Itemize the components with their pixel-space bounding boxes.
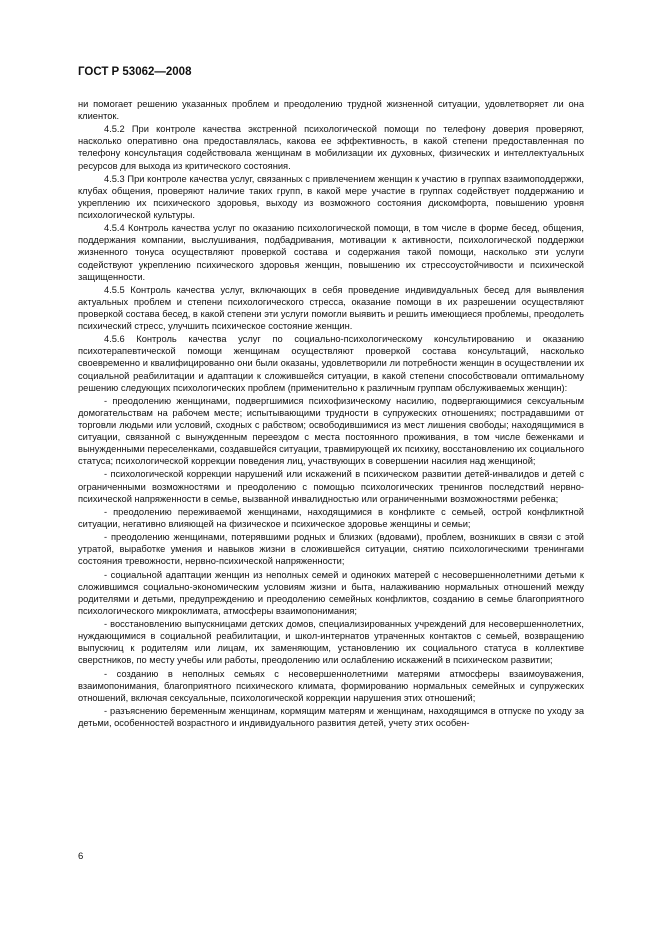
- list-item: - преодолению женщинами, потерявшими родных и близких (вдовами), проблем, возникших в связи с этой утратой, выработке умения и навыков жизни в сложившейся ситуации, снятию психологическими тренингами состояния тревожности, нервно-психической напряженности;: [78, 532, 584, 567]
- paragraph-4-5-3: 4.5.3 При контроле качества услуг, связанных с привлечением женщин к участию в группах взаимоподдержки, клубах общения, проверяют наличие таких групп, в какой мере участие в группах содействует поддержанию и укреплению их психического здоровья, выходу из возможного состояния дискомфорта, повышению уровня психологической культуры.: [78, 173, 584, 221]
- document-header: ГОСТ Р 53062—2008: [78, 66, 192, 78]
- list-item: - созданию в неполных семьях с несовершеннолетними матерями атмосферы взаимоуважения, взаимопонимания, благоприятного психического климата, формированию нормальных семейных и супружеских отношений, включая сексуальные, психологической коррекции нарушения этих отношений;: [78, 668, 584, 703]
- page-number: 6: [78, 851, 84, 862]
- paragraph-continuation: ни помогает решению указанных проблем и преодолению трудной жизненной ситуации, удовлетворяет ли она клиенток.: [78, 99, 584, 122]
- list-item: - восстановлению выпускницами детских домов, специализированных учреждений для несовершеннолетних, нуждающимися в социальной реабилитации, и школ-интернатов утраченных контактов с семьей, возвращению выпускниц к родителям или лицам, их заменяющим, установлению их социального статуса в коллективе сверстников, по месту учебы или работы, преодолению или ослаблению искажений в психическом развитии;: [78, 619, 584, 666]
- list-item: - психологической коррекции нарушений или искажений в психическом развитии детей-инвалидов и детей с ограниченными возможностями и преодолению с помощью психологических тренингов последствий нервно-психической напряженности в семье, вызванной инвалидностью или ограниченными возможностями ребенка;: [78, 469, 584, 504]
- list-item: - преодолению переживаемой женщинами, находящимися в конфликте с семьей, острой конфликтной ситуации, негативно влияющей на физическое и психическое здоровье женщины и семьи;: [78, 506, 584, 529]
- list-item: - разъяснению беременным женщинам, кормящим матерям и женщинам, находящимся в отпуске по уходу за детьми, особенностей возрастного и индивидуального развития детей, учету этих особен-: [78, 706, 584, 729]
- document-body: [78, 98, 584, 731]
- paragraph-4-5-5: 4.5.5 Контроль качества услуг, включающих в себя проведение индивидуальных бесед для выявления актуальных проблем и степени психологического стресса, оказание помощи в их разрешении осуществляют проверкой состава бесед, в какой степени эти услуги помогли выявить и решить имеющиеся проблемы, преодолеть психический стресс, улучшить психическое состояние женщин.: [78, 284, 584, 332]
- paragraph-4-5-2: 4.5.2 При контроле качества экстренной психологической помощи по телефону доверия проверяют, насколько оперативно она предоставлялась, какова ее эффективность, в какой степени предоставленная по телефону консультация содействовала женщинам в мобилизации их духовных, физических и интеллектуальных ресурсов для выхода из критического состояния.: [78, 124, 584, 171]
- paragraph-4-5-4: 4.5.4 Контроль качества услуг по оказанию психологической помощи, в том числе в форме бесед, общения, поддержания компании, выслушивания, подбадривания, мотивации к активности, психологической поддержки жизненного тонуса осуществляют проверкой состава и содержания такой помощи, насколько эти услуги содействуют укреплению психического здоровья женщин, повышению их стрессоустойчивости и психической защищенности.: [78, 223, 584, 282]
- paragraph-4-5-6: 4.5.6 Контроль качества услуг по социально-психологическому консультированию и оказанию психотерапевтической помощи женщинам осуществляют проверкой состава консультаций, насколько своевременно и квалифицированно они были оказаны, удовлетворили ли потребности женщин в осуществлении их социальной реабилитации и адаптации к сложившейся ситуации, в какой степени способствовали оптимальному решению следующих психологических проблем (применительно к различным группам обслуживаемых женщин):: [78, 334, 584, 393]
- list-item: - социальной адаптации женщин из неполных семей и одиноких матерей с несовершеннолетними детьми к сложившимся социально-экономическим условиям жизни и быта, налаживанию нормальных отношений между родителями и детьми, предупреждению и преодолению семейных конфликтов, созданию в семье благоприятного психологического микроклимата, атмосферы взаимопонимания;: [78, 569, 584, 616]
- list-item: - преодолению женщинами, подвергшимися психофизическому насилию, подвергающимися сексуальным домогательствам на рабочем месте; испытывающими трудности в супружеских отношениях; пострадавшими от торговли людьми или условий, сходных с рабством; освободившимися из мест лишения свободы; находящимися в ситуации, связанной с вынужденным переездом с места постоянного проживания, в том числе беженками и вынужденными переселенками, создавшейся ситуации, травмирующей их психику, восстановлению их социального статуса; психологической коррекции поведения лиц, участвующих в совершении насилия над женщиной;: [78, 395, 584, 467]
